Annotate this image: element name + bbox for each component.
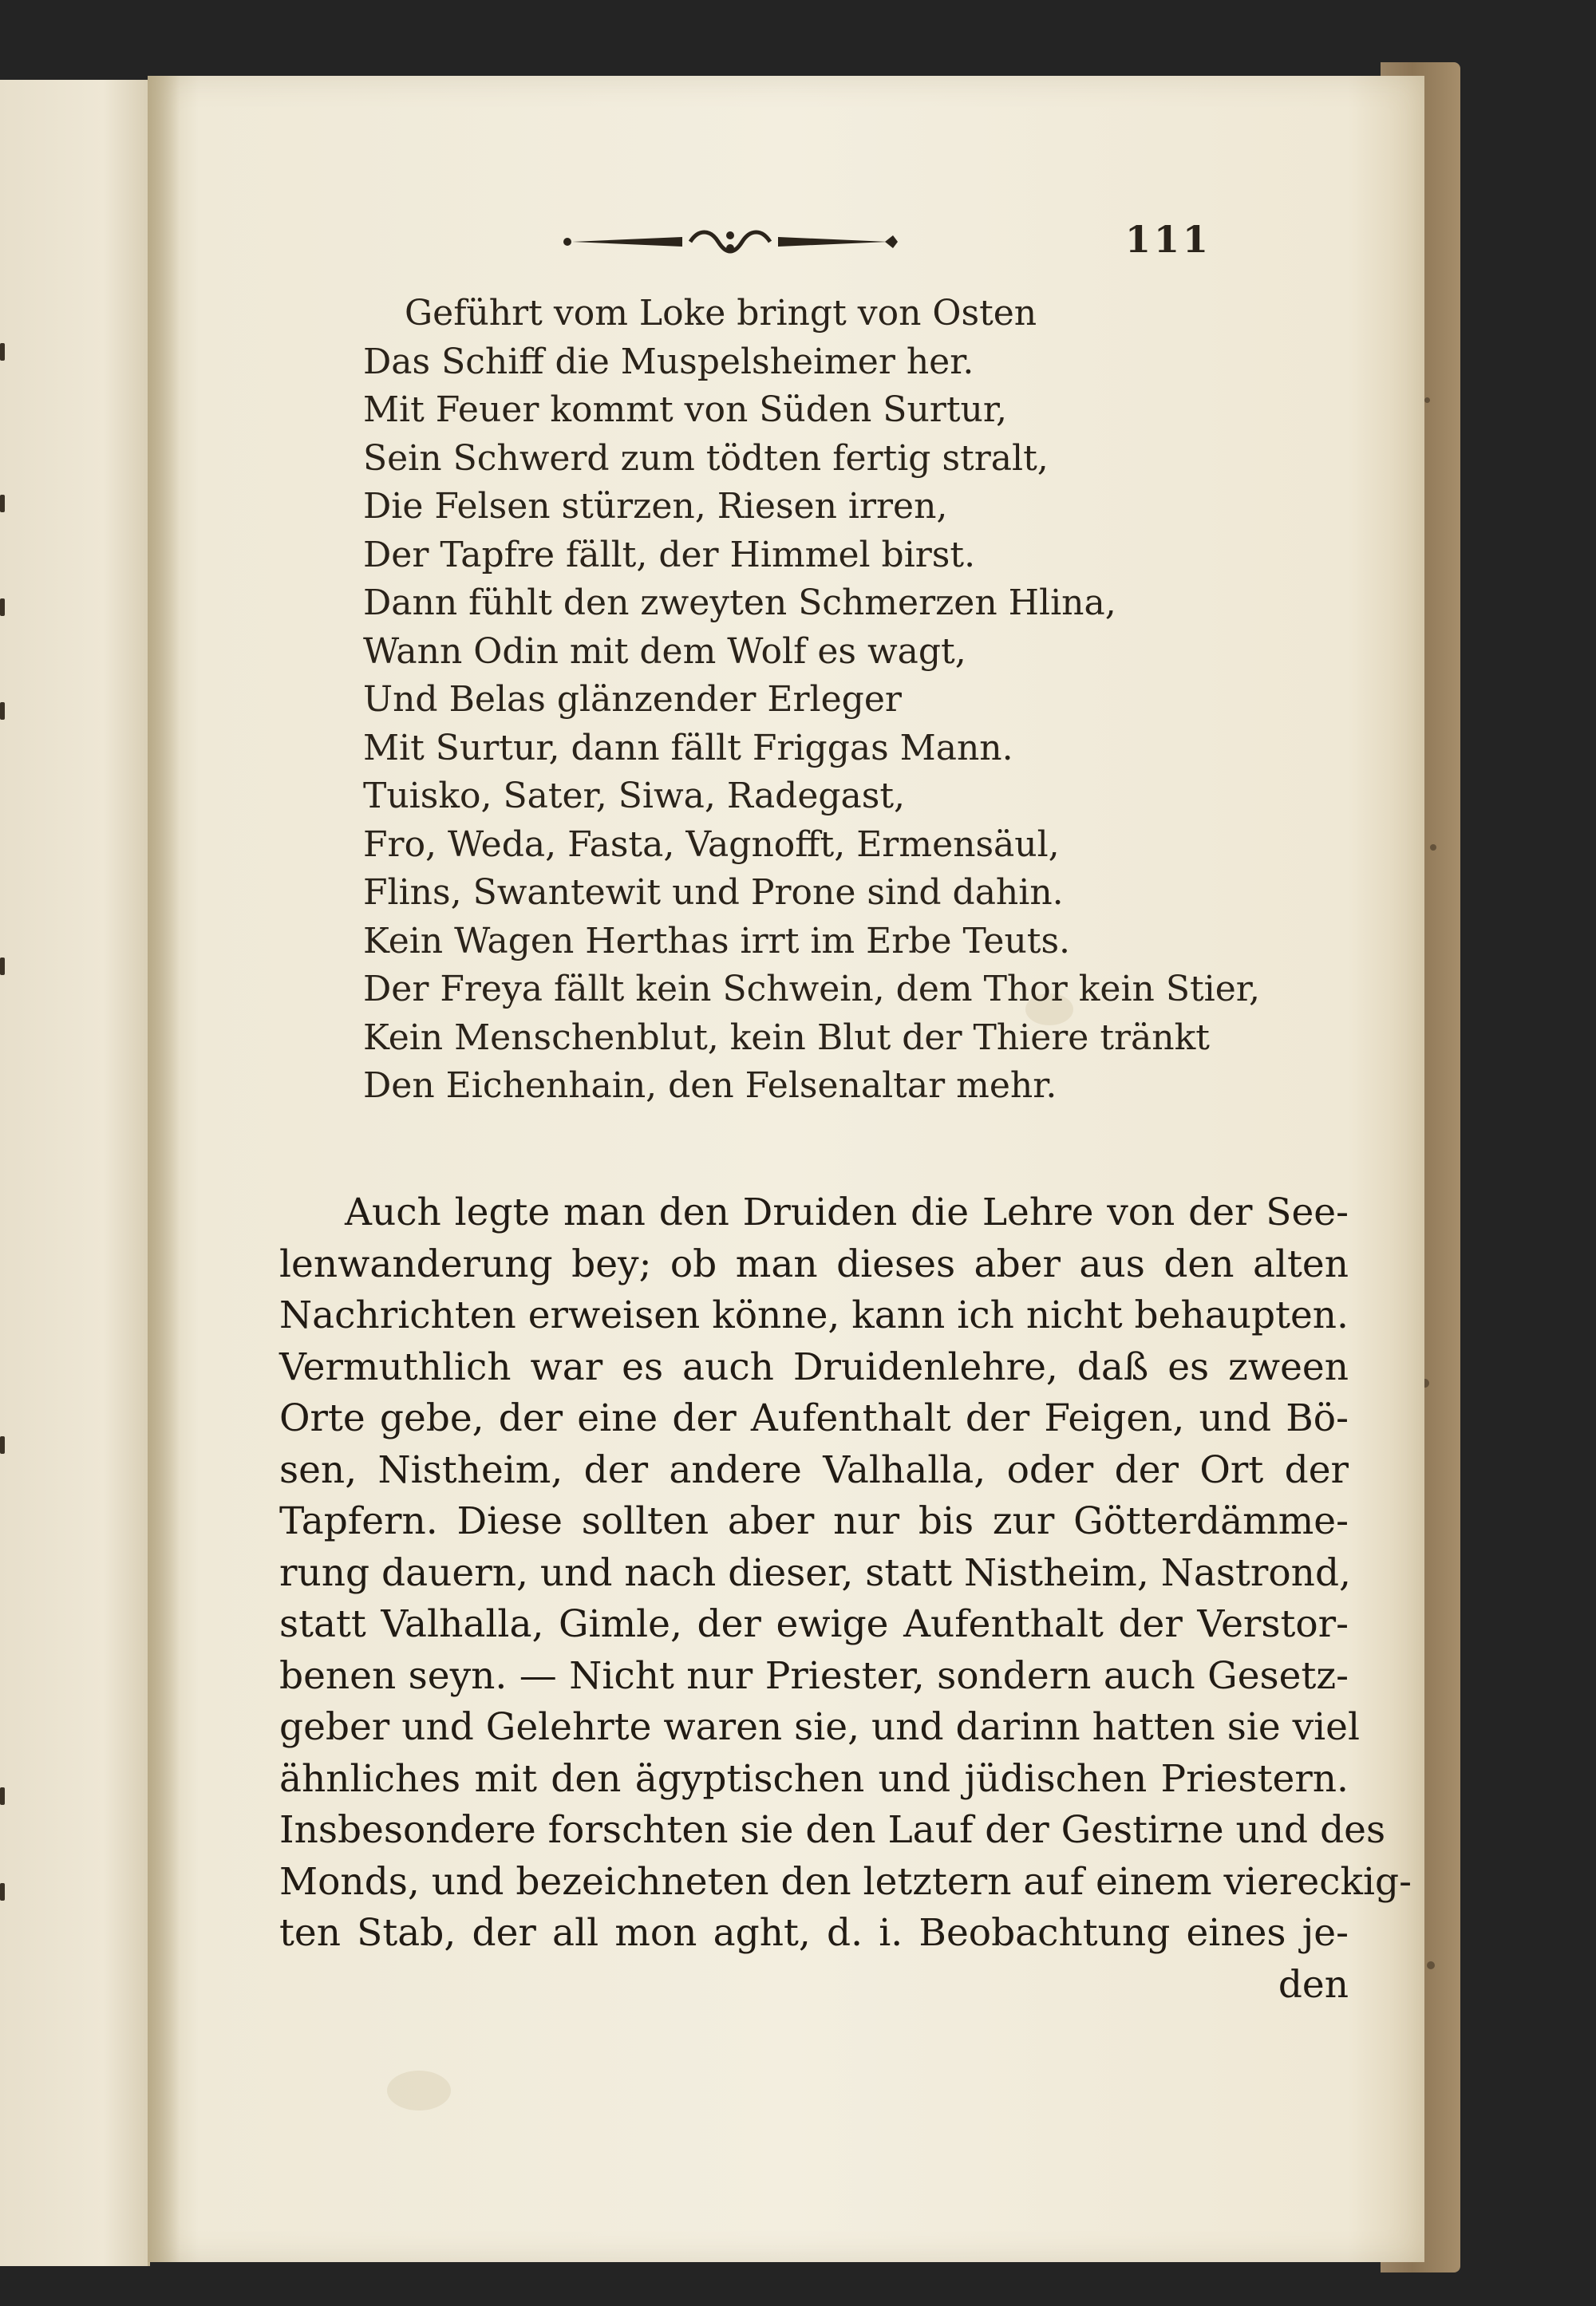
verse-line: Mit Feuer kommt von Süden Surtur, bbox=[363, 389, 1008, 430]
verse-line: Der Tapfre fällt, der Himmel birst. bbox=[363, 534, 976, 575]
verse-line: Und Belas glänzender Erleger bbox=[363, 679, 902, 720]
prose-line: ähnliches mit den ägyptischen und jüdischen Priestern. bbox=[279, 1756, 1349, 1801]
verse-line: Kein Menschenblut, kein Blut der Thiere tränkt bbox=[363, 1017, 1210, 1058]
prose-line: geber und Gelehrte waren sie, und darinn hatten sie viel bbox=[279, 1705, 1361, 1749]
verse-line: Das Schiff die Muspelsheimer her. bbox=[363, 341, 974, 382]
page-header bbox=[148, 218, 1424, 266]
verse-line: Der Freya fällt kein Schwein, dem Thor kein Stier, bbox=[363, 969, 1260, 1009]
facing-page-text-fragment bbox=[0, 598, 5, 616]
prose-line: Tapfern. Diese sollten aber nur bis zur Götterdämme- bbox=[279, 1499, 1349, 1543]
prose-line: Nachrichten erweisen könne, kann ich nicht behaupten. bbox=[279, 1293, 1349, 1337]
prose-line: Auch legte man den Druiden die Lehre von der See- bbox=[345, 1191, 1349, 1234]
facing-page bbox=[0, 80, 150, 2266]
facing-page-text-fragment bbox=[0, 343, 5, 361]
verse-line: Mit Surtur, dann fällt Friggas Mann. bbox=[363, 727, 1013, 768]
verse-block bbox=[363, 290, 1321, 1111]
page-gutter bbox=[148, 76, 180, 2262]
prose-line: ten Stab, der all mon aght, d. i. Beobachtung eines je- bbox=[279, 1911, 1349, 1955]
book-page bbox=[148, 76, 1424, 2262]
prose-line: statt Valhalla, Gimle, der ewige Aufenthalt der Verstor- bbox=[279, 1602, 1349, 1646]
prose-line: sen, Nistheim, der andere Valhalla, oder der Ort der bbox=[279, 1447, 1349, 1492]
foxing-spot bbox=[1427, 1961, 1435, 1969]
paper-stain bbox=[387, 2071, 451, 2111]
verse-line: Dann fühlt den zweyten Schmerzen Hlina, bbox=[363, 582, 1116, 623]
prose-line: Orte gebe, der eine der Aufenthalt der Feigen, und Bö- bbox=[279, 1396, 1349, 1440]
foxing-spot bbox=[1424, 397, 1430, 403]
prose-line: benen seyn. — Nicht nur Priester, sondern auch Gesetz- bbox=[279, 1653, 1349, 1698]
page-number: 111 bbox=[1125, 218, 1212, 261]
verse-line: Flins, Swantewit und Prone sind dahin. bbox=[363, 872, 1064, 913]
verse-line: Fro, Weda, Fasta, Vagnofft, Ermensäul, bbox=[363, 823, 1060, 865]
facing-page-text-fragment bbox=[0, 1436, 5, 1454]
verse-line: Geführt vom Loke bringt von Osten bbox=[405, 293, 1037, 334]
foxing-spot bbox=[1430, 844, 1436, 851]
prose-paragraph bbox=[279, 1187, 1412, 2011]
verse-line: Den Eichenhain, den Felsenaltar mehr. bbox=[363, 1065, 1057, 1106]
facing-page-text-fragment bbox=[0, 1883, 5, 1901]
ornamental-rule-icon bbox=[563, 226, 898, 258]
verse-line: Kein Wagen Herthas irrt im Erbe Teuts. bbox=[363, 920, 1071, 961]
verse-line: Wann Odin mit dem Wolf es wagt, bbox=[363, 630, 966, 672]
verse-line: Tuisko, Sater, Siwa, Radegast, bbox=[363, 776, 906, 816]
facing-page-text-fragment bbox=[0, 495, 5, 512]
prose-line: Monds, und bezeichneten den letztern auf einem viereckig- bbox=[279, 1859, 1412, 1904]
verse-line: Sein Schwerd zum tödten fertig stralt, bbox=[363, 437, 1049, 479]
facing-page-text-fragment bbox=[0, 1787, 5, 1805]
facing-page-text-fragment bbox=[0, 958, 5, 975]
catchword: den bbox=[1278, 1962, 1349, 2007]
prose-line: Insbesondere forschten sie den Lauf der Gestirne und des bbox=[279, 1808, 1386, 1852]
facing-page-text-fragment bbox=[0, 702, 5, 720]
prose-line: rung dauern, und nach dieser, statt Nistheim, Nastrond, bbox=[279, 1550, 1351, 1595]
prose-line: Vermuthlich war es auch Druidenlehre, daß es zween bbox=[279, 1345, 1349, 1389]
verse-line: Die Felsen stürzen, Riesen irren, bbox=[363, 486, 948, 527]
prose-line: lenwanderung bey; ob man dieses aber aus den alten bbox=[279, 1242, 1349, 1286]
